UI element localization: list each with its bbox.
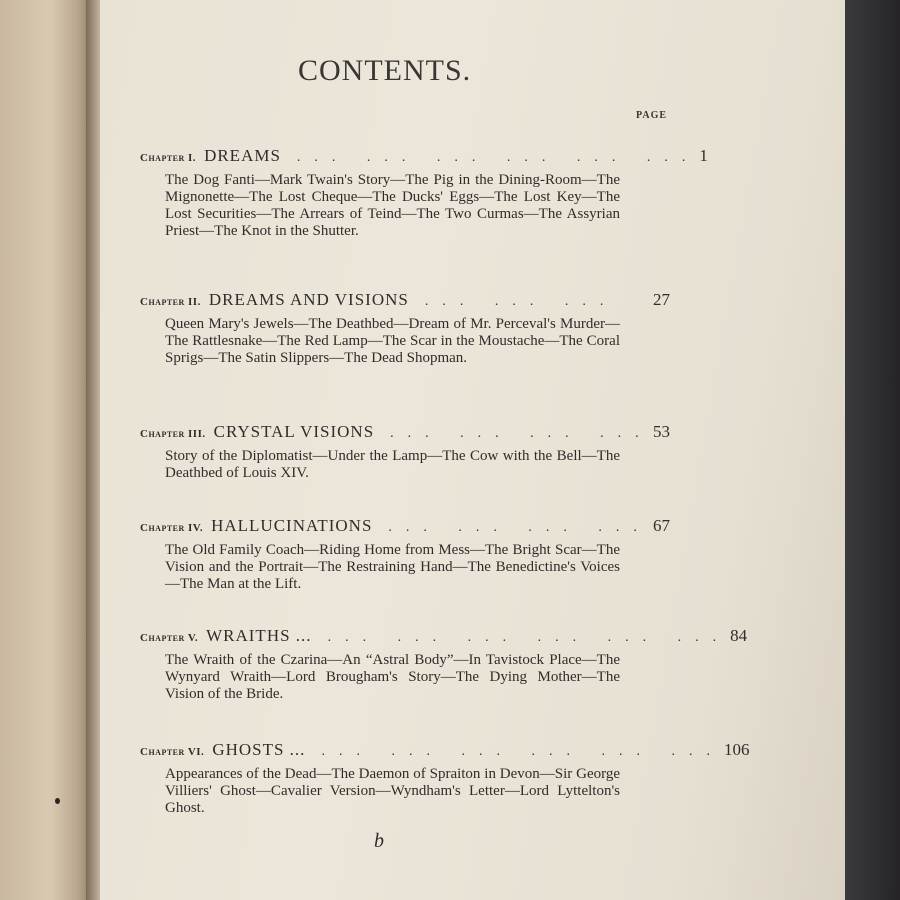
chapter-heading-line <box>140 290 670 310</box>
page-title: CONTENTS. <box>298 54 472 87</box>
chapter-label: Chapter III. <box>140 428 206 440</box>
dot-leaders: ... ... ... ... <box>390 426 653 441</box>
chapter-heading-line <box>140 422 670 442</box>
chapter-title: DREAMS AND VISIONS <box>208 290 409 309</box>
page-column-header: PAGE <box>636 110 668 121</box>
chapter-heading-line <box>140 740 750 760</box>
chapter-heading-line <box>140 626 748 646</box>
dot-leaders: ... ... ... <box>424 294 618 309</box>
chapter-title: DREAMS <box>204 146 281 165</box>
page-number: 1 <box>699 146 708 165</box>
background-edge <box>845 0 900 900</box>
dot-leaders: ... ... ... ... ... ... <box>296 150 700 165</box>
chapter-label: Chapter IV. <box>140 522 204 534</box>
chapter-summary: Appearances of the Dead—The Daemon of Spraiton in Devon—Sir George Villiers' Ghost—Cavalier Version—Wyndham's Letter—Lord Lyttelton's Ghost. <box>165 766 620 816</box>
chapter-summary: The Old Family Coach—Riding Home from Mess—The Bright Scar—The Vision and the Portrait—The Restraining Hand—The Benedictine's Voices—The Man at the Lift. <box>165 542 620 592</box>
chapter-title: CRYSTAL VISIONS <box>213 422 375 441</box>
dot-leaders: ... ... ... ... <box>388 520 651 535</box>
chapter-label: Chapter I. <box>140 152 197 164</box>
chapter-summary: Story of the Diplomatist—Under the Lamp—The Cow with the Bell—The Deathbed of Louis XIV. <box>165 448 620 481</box>
page-number: 84 <box>730 626 748 645</box>
chapter-summary: The Dog Fanti—Mark Twain's Story—The Pig in the Dining-Room—The Mignonette—The Lost Cheque—The Ducks' Eggs—The Lost Key—The Lost Securities—The Arrears of Teind—The Two Curmas—The Assyrian Priest—The Knot in the Shutter. <box>165 172 620 239</box>
chapter-entry <box>140 516 670 593</box>
chapter-entry <box>140 146 708 240</box>
chapter-label: Chapter V. <box>140 632 199 644</box>
page-number: 67 <box>653 516 670 535</box>
dot-leaders: ... ... ... ... ... ... <box>327 630 731 645</box>
chapter-entry <box>140 626 748 703</box>
chapter-entry <box>140 290 670 367</box>
dot-leaders: ... ... ... ... ... ... <box>321 744 724 759</box>
chapter-title: WRAITHS ... <box>206 626 312 645</box>
page-number: 27 <box>653 290 670 309</box>
facing-page-edge <box>0 0 92 900</box>
page-number: 106 <box>723 740 750 759</box>
chapter-summary: Queen Mary's Jewels—The Deathbed—Dream of Mr. Perceval's Murder—The Rattlesnake—The Red Lamp—The Scar in the Moustache—The Coral Sprigs—The Satin Slippers—The Dead Shopman. <box>165 316 620 366</box>
chapter-entry <box>140 422 670 482</box>
chapter-summary: The Wraith of the Czarina—An “Astral Body”—In Tavistock Place—The Wynyard Wraith—Lord Brougham's Story—The Dying Mother—The Vision of the Bride. <box>165 652 620 702</box>
page-number: 53 <box>653 422 670 441</box>
ink-speck <box>55 798 60 804</box>
chapter-title: GHOSTS ... <box>212 740 306 759</box>
chapter-label: Chapter II. <box>140 296 201 308</box>
chapter-label: Chapter VI. <box>140 746 205 758</box>
chapter-heading-line <box>140 146 708 166</box>
chapter-heading-line <box>140 516 670 536</box>
contents-page <box>100 0 845 900</box>
chapter-title: HALLUCINATIONS <box>211 516 373 535</box>
chapter-entry <box>140 740 750 817</box>
signature-mark: b <box>374 830 384 852</box>
